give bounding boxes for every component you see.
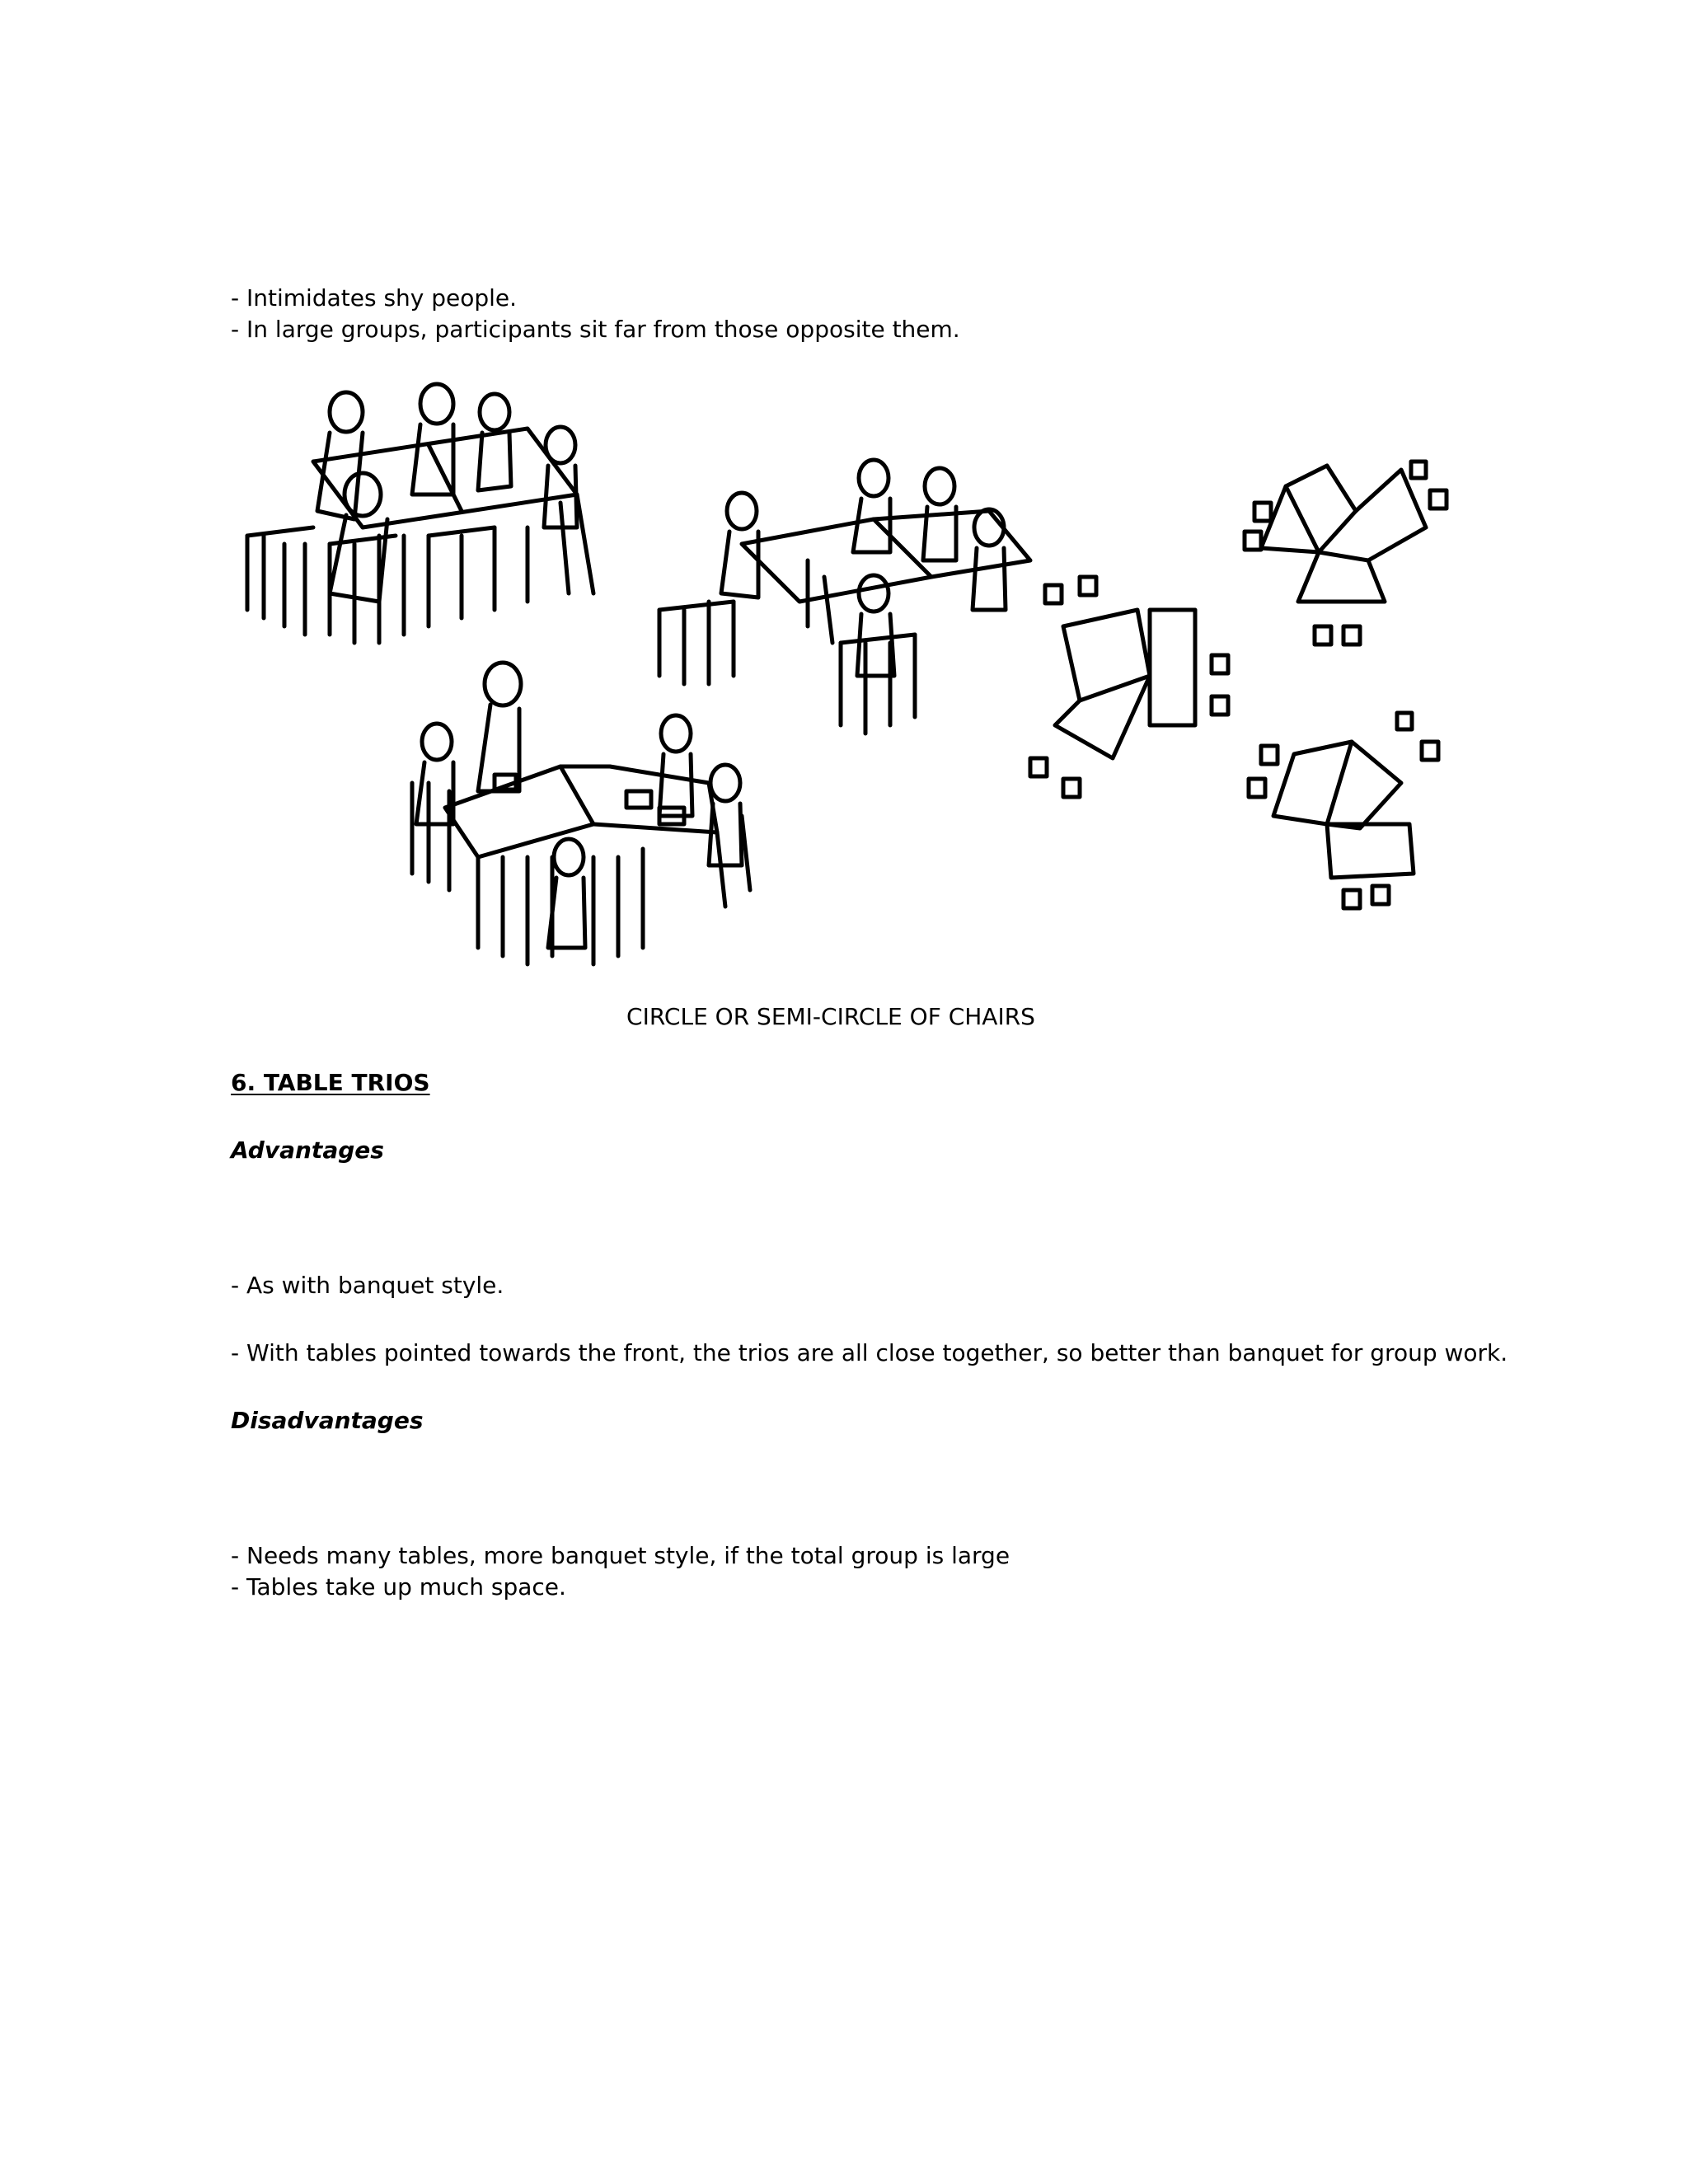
figure-caption: CIRCLE OR SEMI-CIRCLE OF CHAIRS bbox=[626, 1003, 1035, 1030]
plan-trio-bottom-right bbox=[1249, 713, 1438, 908]
disadvantages-heading: Disadvantages bbox=[231, 1407, 424, 1434]
advantage-item-group-work: - With tables pointed towards the front, the trios are all close together, so better than banquet for group work. bbox=[231, 1339, 1508, 1366]
advantages-heading: Advantages bbox=[231, 1137, 384, 1164]
sketch-group-top-left bbox=[247, 384, 593, 643]
sketch-group-bottom-left bbox=[412, 663, 750, 964]
plan-trio-middle-right bbox=[1030, 577, 1228, 797]
table-trios-illustration bbox=[0, 0, 1688, 989]
section-title: 6. TABLE TRIOS bbox=[231, 1069, 430, 1096]
sketch-group-middle bbox=[659, 460, 1030, 733]
advantage-item-banquet: - As with banquet style. bbox=[231, 1272, 504, 1299]
disadvantage-item-many-tables: - Needs many tables, more banquet style, if the total group is large bbox=[231, 1542, 1010, 1569]
intro-line-shy-people: - Intimidates shy people. bbox=[231, 284, 518, 312]
plan-trio-top-right bbox=[1245, 462, 1447, 644]
intro-line-large-groups: - In large groups, participants sit far from those opposite them. bbox=[231, 316, 960, 343]
disadvantage-item-space: - Tables take up much space. bbox=[231, 1573, 566, 1601]
